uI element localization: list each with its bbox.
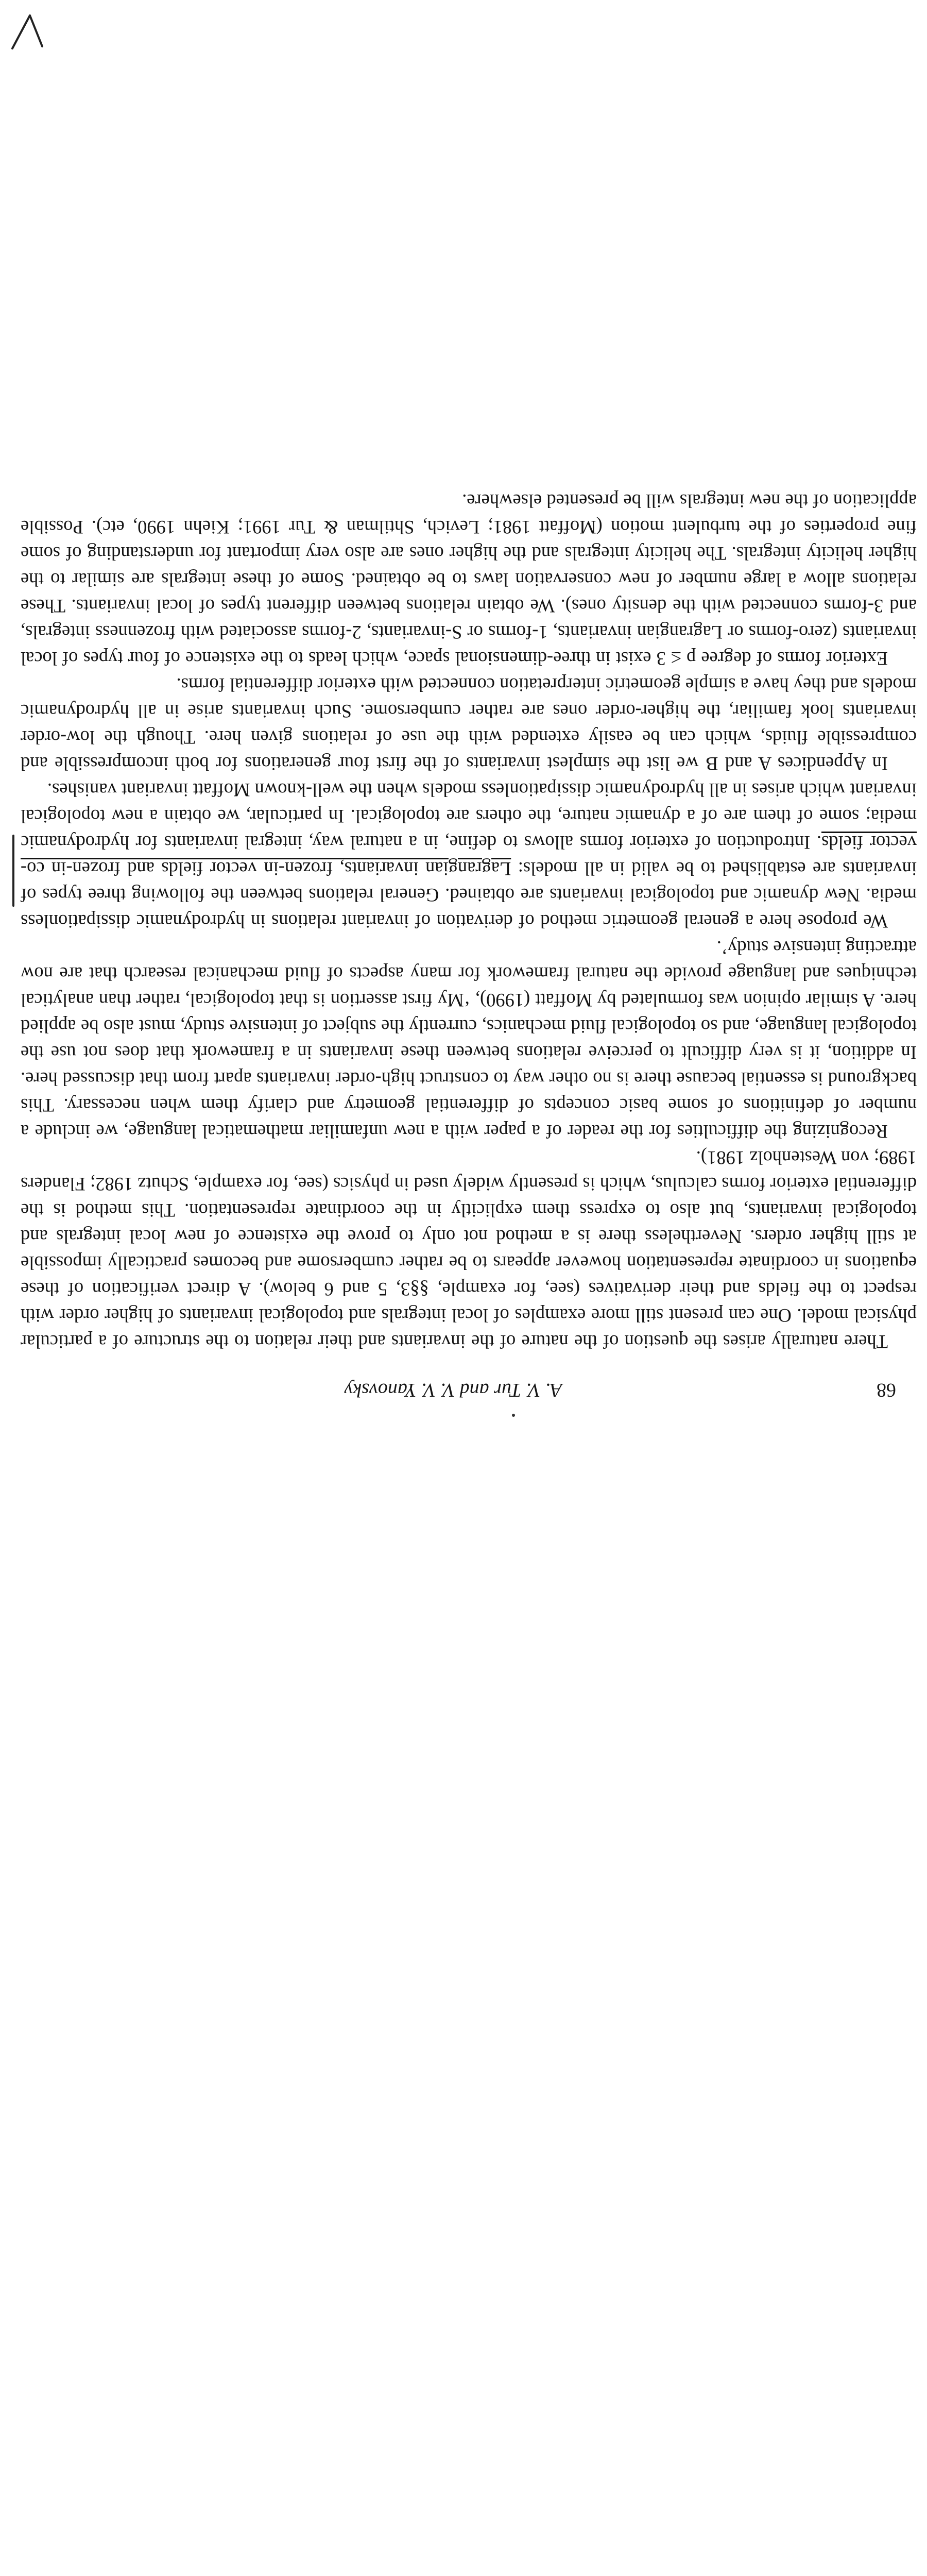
scan-speck [512, 1414, 515, 1417]
paragraph-text: . Introduction of exterior forms allows to define, in a natural way, integral invariants for hydrodynamic media; some of them are of a dynamic nature, the others are topological. In particular, we obtain a new topological invariant which arises in all hydrodynamic dissipationless models when the well-known Moffatt invariant vanishes. [21, 779, 917, 853]
paragraph [21, 777, 917, 935]
page-number: 68 [877, 1379, 896, 1401]
paragraph-text: These relations allow a large number of new conservation laws to be obtained. Some of these integrals are similar to the higher helicity integrals. The helicity integrals and the higher ones are also very important for understanding of some fine properties of the turbulent motion (Moffatt 1981; Levich, Shtilman & Tur 1991; Kiehn 1990, etc). Possible application of the new integrals will be presented elsewhere. [21, 490, 917, 617]
paragraph [21, 488, 917, 672]
page-header [10, 1370, 896, 1401]
handwritten-check-mark [9, 10, 45, 52]
paragraph [21, 1145, 917, 1355]
paragraph-text: Recognizing the difficulties for the reader of a paper with a new unfamiliar mathematical language, we include a number of definitions of some basic concepts of differential geometry and clarify them when necessary. This background is essential because there is no other way to construct high-order invariants apart from that discussed here. In addition, it is very difficult to perceive relations between these invariants in a framework that does not use the topological language, and so topological fluid mechanics, currently the subject of intensive study, must also be applied here. A similar opinion was formulated by Moffatt (1990), ‘My first assertion is that topological, rather than analytical techniques and language provide the natural framework for many aspects of fluid mechanical research that are now attracting intensive study’. [21, 937, 917, 1142]
paragraph-text: Exterior forms of degree p ≤ 3 exist in three-dimensional space, which leads to the existence of four types of local invariants (zero-forms or Lagrangian invariants, 1-forms or S-invariants, 2-forms associated with frozenness integrals, and 3-forms connected with the density ones). [21, 596, 917, 669]
running-head: A. V. Tur and V. V. Yanovsky [344, 1379, 562, 1401]
paragraph-text: We obtain relations between different types of local invariants. [71, 596, 555, 617]
paragraph [21, 935, 917, 1145]
margin-mark [12, 835, 14, 907]
paragraph-text: In Appendices A and B we list the simplest invariants of the first four generations for both incompressible and compressible fluids, which can be easily extended with the use of relations given here. Though the low-order invariants look familiar, the higher-order ones are rather cumbersome. Such invariants arise in all hydrodynamic models and they have a simple geometric interpretation connected with exterior differential forms. [21, 674, 917, 774]
paragraph-text: There naturally arises the question of the nature of the invariants and their relation to the structure of a particular physical model. One can present still more examples of local integrals and topological invariants of higher order with respect to the fields and their derivatives (see, for example, §§3, 5 and 6 below). A direct verification of these equations in coordinate representation however appears to be rather cumbersome and becomes practically impossible at still higher orders. Nevertheless there is a method not only to prove the existence of new local integrals and topological invariants, but also to express them explicitly in the coordinate representation. This method is the differential exterior forms calculus, which is presently widely used in physics (see, for example, Schutz 1982; Flanders 1989; von Westenholz 1981). [21, 1147, 917, 1352]
paragraph [21, 672, 917, 777]
underlined-phrase: Lagrangian invariants, frozen-in vector fields and frozen-in co-vector fields [20, 832, 917, 879]
paragraph-text: We propose here a general geometric method of derivation of invariant relations in hydrodynamic dissipationless media. New dynamic and topological invariants are obtained. General relations between the following three types of invariants are established to be valid in all models: [21, 858, 917, 932]
body-text [21, 488, 917, 1355]
